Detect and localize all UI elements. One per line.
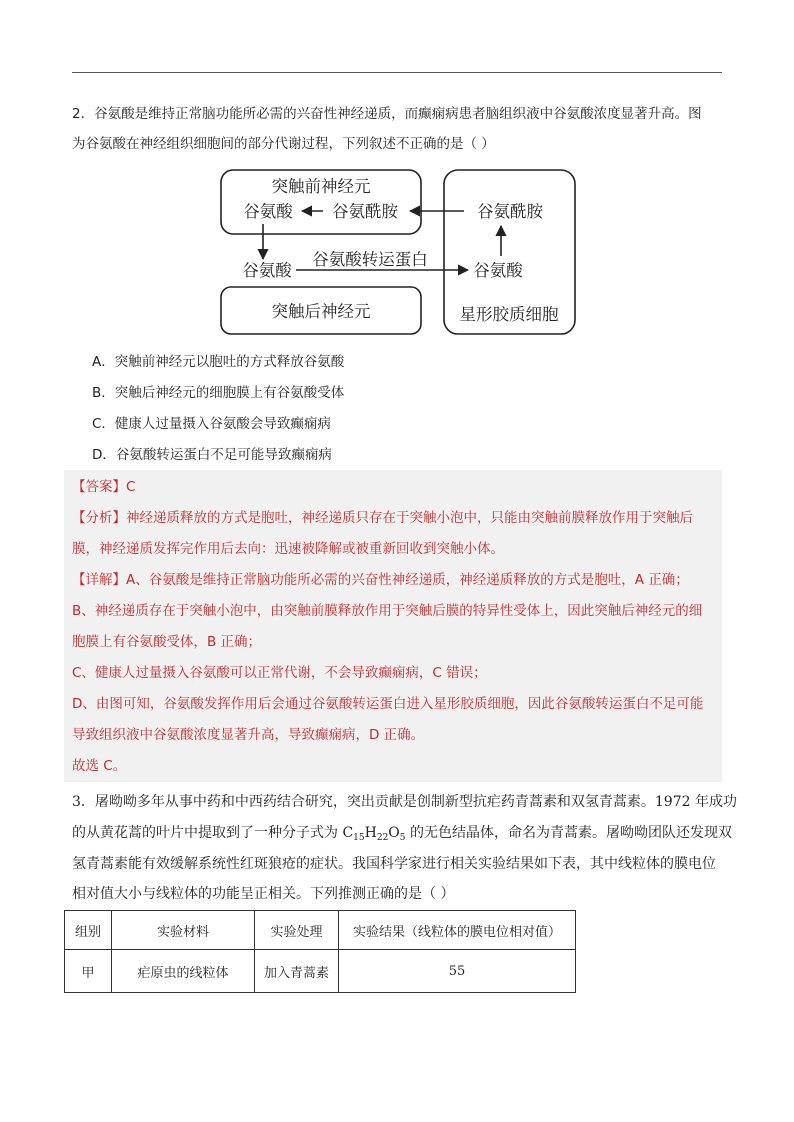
detail-text1: A、谷氨酸是维持正常脑功能所必需的兴奋性神经递质，神经递质释放的方式是胞吐，A 正确； bbox=[126, 572, 689, 588]
analysis-text1: 神经递质释放的方式是胞吐，神经递质只存在于突触小泡中，只能由突触前膜释放作用于突触后 bbox=[126, 510, 693, 526]
formula-sub-c: 15 bbox=[353, 833, 365, 843]
option-a: A．突触前神经元以胞吐的方式释放谷氨酸 bbox=[92, 354, 345, 370]
detail-line6: 导致组织液中谷氨酸浓度显著升高，导致癫痫病，D 正确。 bbox=[72, 727, 425, 743]
answer-line bbox=[72, 477, 135, 497]
postsynaptic-title: 突触后神经元 bbox=[271, 302, 371, 321]
option-b: B．突触后神经元的细胞膜上有谷氨酸受体 bbox=[92, 385, 345, 401]
astro-glutamine-label: 谷氨酰胺 bbox=[477, 202, 543, 221]
detail-line3: 胞膜上有谷氨酸受体，B 正确； bbox=[72, 634, 262, 650]
q3-line3: 氢青蒿素能有效缓解系统性红斑狼疮的症状。我国科学家进行相关实验结果如下表，其中线粒体的膜电位 bbox=[72, 856, 716, 872]
experiment-table bbox=[64, 910, 576, 993]
pre-glutamate-label: 谷氨酸 bbox=[243, 202, 293, 221]
cleft-glutamate-label: 谷氨酸 bbox=[242, 261, 292, 280]
analysis-line2: 膜，神经递质发挥完作用后去向：迅速被降解或被重新回收到突触小体。 bbox=[72, 541, 504, 557]
q3-line2-pre: 的从黄花蒿的叶片中提取到了一种分子式为 C bbox=[72, 825, 354, 841]
table-header-cell: 实验结果（线粒体的膜电位相对值） bbox=[339, 911, 576, 950]
table-header-cell: 组别 bbox=[65, 911, 112, 950]
q3-line4: 相对值大小与线粒体的功能呈正相关。下列推测正确的是（ ） bbox=[72, 886, 455, 902]
q2-stem-line2: 为谷氨酸在神经组织细胞间的部分代谢过程，下列叙述不正确的是（ ） bbox=[72, 136, 495, 152]
formula-sub-o: 5 bbox=[399, 833, 406, 843]
q3-line2 bbox=[72, 823, 732, 848]
analysis-line1 bbox=[72, 508, 693, 528]
analysis-tag: 【分析】 bbox=[72, 510, 126, 526]
formula-sub-h: 22 bbox=[376, 833, 389, 843]
table-header-cell: 实验处理 bbox=[255, 911, 339, 950]
detail-line5: D、由图可知，谷氨酸发挥作用后会通过谷氨酸转运蛋白进入星形胶质细胞，因此谷氨酸转运蛋白不足可能 bbox=[72, 696, 704, 712]
conclusion: 故选 C。 bbox=[72, 758, 127, 774]
astrocyte-title: 星形胶质细胞 bbox=[459, 305, 559, 324]
table-header-cell: 实验材料 bbox=[112, 911, 255, 950]
table-row bbox=[65, 950, 576, 993]
table-header-row bbox=[65, 911, 576, 950]
pre-glutamine-label: 谷氨酰胺 bbox=[332, 202, 398, 221]
table-cell: 甲 bbox=[65, 950, 112, 993]
transporter-label: 谷氨酸转运蛋白 bbox=[312, 250, 428, 269]
formula-o: O bbox=[388, 825, 400, 841]
detail-line2: B、神经递质存在于突触小泡中，由突触前膜释放作用于突触后膜的特异性受体上，因此突触后神经元的细 bbox=[72, 603, 703, 619]
table-cell: 疟原虫的线粒体 bbox=[112, 950, 255, 993]
presynaptic-title: 突触前神经元 bbox=[271, 177, 371, 196]
formula-h: H bbox=[364, 825, 377, 841]
detail-line1 bbox=[72, 570, 689, 590]
glutamate-metabolism-diagram bbox=[0, 0, 794, 345]
table-cell: 加入青蒿素 bbox=[255, 950, 339, 993]
q2-stem-line1: 2．谷氨酸是维持正常脑功能所必需的兴奋性神经递质，而癫痫病患者脑组织液中谷氨酸浓度显著升高。图 bbox=[72, 106, 702, 122]
q3-line2-post: 的无色结晶体，命名为青蒿素。屠呦呦团队还发现双 bbox=[405, 825, 732, 841]
option-d: D．谷氨酸转运蛋白不足可能导致癫痫病 bbox=[92, 447, 332, 463]
astro-glutamate-label: 谷氨酸 bbox=[473, 261, 523, 280]
answer-value: C bbox=[126, 479, 136, 495]
option-c: C．健康人过量摄入谷氨酸会导致癫痫病 bbox=[92, 416, 331, 432]
table-cell: 55 bbox=[339, 950, 576, 993]
answer-tag: 【答案】 bbox=[72, 479, 126, 495]
detail-tag: 【详解】 bbox=[72, 572, 126, 588]
detail-line4: C、健康人过量摄入谷氨酸可以正常代谢，不会导致癫痫病，C 错误； bbox=[72, 665, 487, 681]
q3-line1: 3．屠呦呦多年从事中药和中西药结合研究，突出贡献是创制新型抗疟药青蒿素和双氢青蒿素。1972 年成功 bbox=[72, 794, 737, 810]
